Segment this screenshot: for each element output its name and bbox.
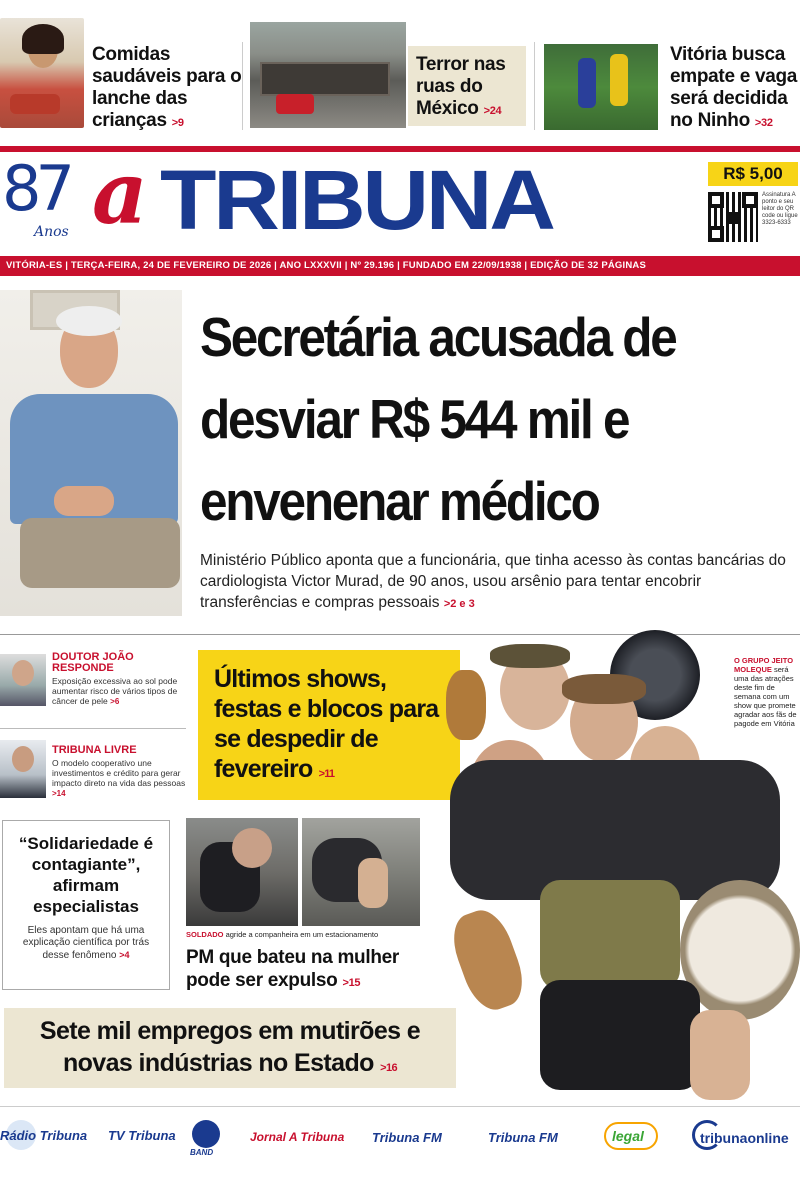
logo-band[interactable]: BAND: [188, 1118, 226, 1156]
teaser-mexico[interactable]: [250, 22, 526, 130]
police-headline[interactable]: PM que bateu na mulher pode ser expulso >15: [186, 947, 399, 991]
teaser-bar: [0, 0, 800, 140]
police-photo-right: [302, 818, 420, 926]
logo-a: a: [92, 143, 148, 244]
jobs-headline: Sete mil empregos em mutirões e novas indústrias no Estado >16: [39, 1017, 421, 1077]
teaser-photo-soccer: [544, 44, 658, 130]
shows-headline: Últimos shows, festas e blocos para se despedir de fevereiro >11: [214, 665, 439, 783]
masthead: [0, 143, 800, 256]
solidarity-headline: “Solidariedade é contagiante”, afirmam especialistas: [18, 834, 154, 916]
column-text: O modelo cooperativo une investimentos e crédito para gerar impacto direto na vida das pessoas >14: [52, 758, 186, 798]
teaser-text: Vitória busca empate e vaga será decidida no Ninho >32: [670, 44, 798, 131]
column-text: Exposição excessiva ao sol pode aumentar risco de vários tipos de câncer de pele >6: [52, 676, 178, 706]
lead-headline[interactable]: Secretária acusada de desviar R$ 544 mil e envenenar médico: [200, 306, 676, 532]
teaser-photo-woman: [0, 18, 84, 128]
column-tribuna-livre[interactable]: [0, 736, 186, 806]
anniversary-number: 87: [2, 152, 69, 225]
logo-tribuna: TRIBUNA: [160, 153, 553, 247]
shows-caption: O GRUPO JEITO MOLEQUE será uma das atrações deste fim de semana com um show que promete agradar aos fãs de pagode em Vitória: [734, 656, 797, 728]
police-caption: SOLDADO agride a companheira em um estacionamento: [186, 930, 379, 939]
lead-summary: Ministério Público aponta que a funcionária, que tinha acesso às contas bancárias do cardiologista Victor Murad, de 90 anos, usou arsênio para tentar encobrir transferências e compras pessoais >2 e 3: [200, 552, 786, 611]
price-badge: R$ 5,00: [708, 162, 798, 186]
column-title: DOUTOR JOÃO RESPONDE: [52, 651, 134, 674]
avatar-doutor-joao: [0, 654, 46, 706]
teaser-text: Terror nas ruas do México >24: [416, 54, 506, 119]
teaser-photo-burnt-bus: [250, 22, 406, 128]
teaser-text: Comidas saudáveis para o lanche das crianças >9: [92, 44, 242, 131]
anniversary-word: Anos: [34, 224, 69, 240]
footer-logos: [0, 1112, 800, 1162]
logo-tribunaonline[interactable]: tribunaonline: [692, 1118, 800, 1156]
dateline: VITÓRIA-ES | TERÇA-FEIRA, 24 DE FEVEREIRO DE 2026 | ANO LXXXVII | Nº 29.196 | FUNDADO EM 22/09/1938 | EDIÇÃO DE 32 PÁGINAS: [6, 260, 646, 271]
column-title: TRIBUNA LIVRE: [52, 744, 137, 756]
column-doutor-joao[interactable]: [0, 648, 186, 714]
avatar-tribuna-livre: [0, 740, 46, 798]
logo-radio-tribuna[interactable]: Rádio Tribuna: [0, 1118, 92, 1156]
logo-tv-tribuna[interactable]: TV Tribuna: [108, 1128, 176, 1143]
lead-photo-doctor: [0, 290, 182, 616]
police-photo-left: [186, 818, 298, 926]
teaser-vitoria[interactable]: [544, 22, 800, 132]
dateline-bar: [0, 256, 800, 276]
qr-code[interactable]: [708, 192, 758, 242]
logo-tribuna-fm-2[interactable]: Tribuna FM: [488, 1130, 558, 1145]
qr-caption: Assinatura A ponto e seu leitor do QR code ou ligue 3323-6333: [762, 192, 798, 226]
solidarity-text: Eles apontam que há uma explicação científica por trás desse fenômeno >4: [22, 925, 150, 961]
logo-legal[interactable]: legal: [600, 1118, 664, 1156]
teaser-kids-food[interactable]: [0, 18, 240, 132]
solidarity-box[interactable]: [2, 820, 170, 990]
logo-jornal-a-tribuna[interactable]: Jornal A Tribuna: [250, 1130, 345, 1144]
logo-tribuna-fm-1[interactable]: Tribuna FM: [372, 1130, 442, 1145]
